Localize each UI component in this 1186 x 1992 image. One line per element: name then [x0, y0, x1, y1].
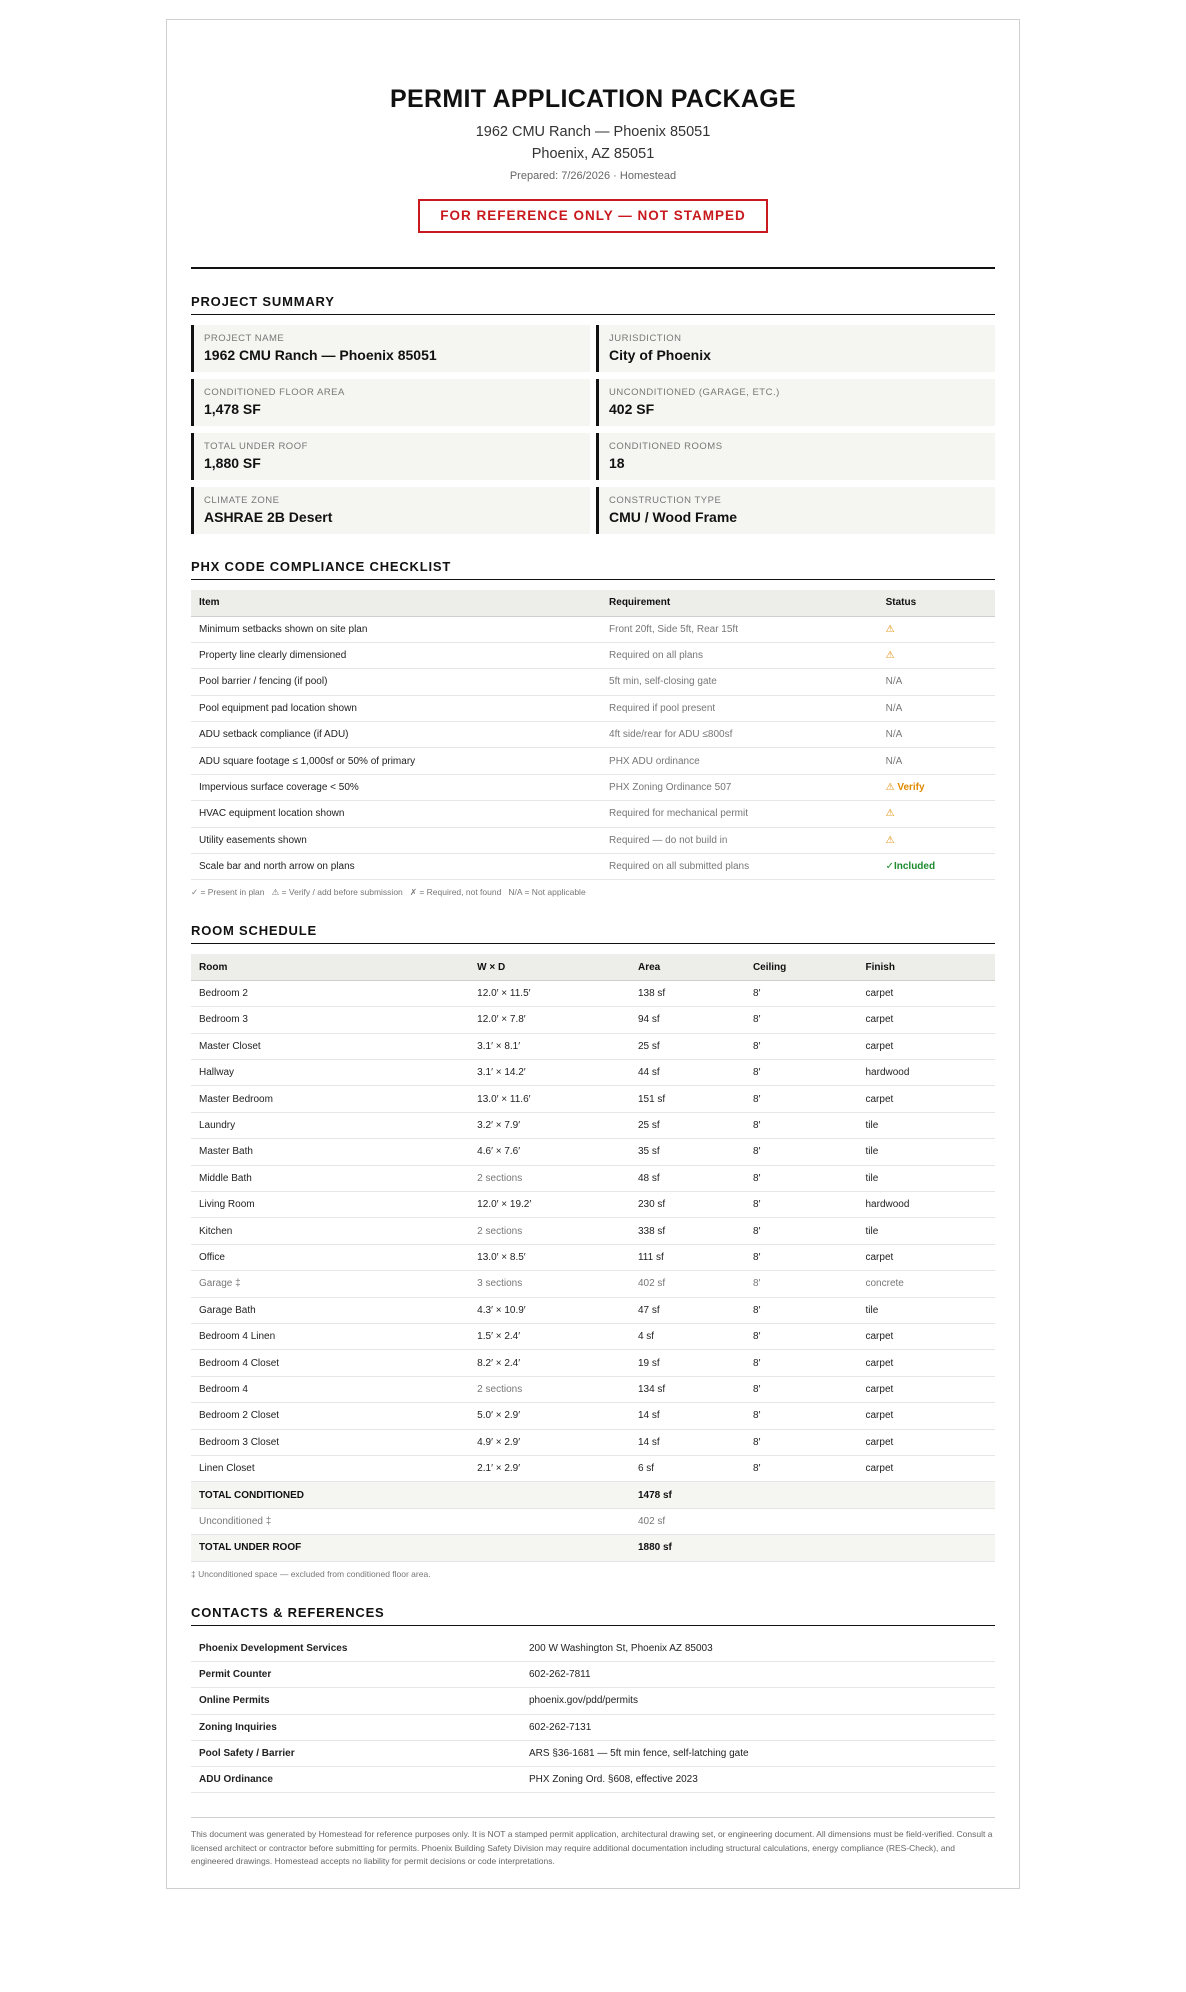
room-area: 25 sf — [630, 1112, 745, 1138]
project-summary-grid — [191, 325, 995, 534]
checklist-requirement: Required on all plans — [601, 642, 878, 668]
checklist-requirement: Required — do not build in — [601, 827, 878, 853]
disclaimer-text: This document was generated by Homestead for reference purposes only. It is NOT a stamped permit application, architectural drawing set, or engineering document. All dimensions must be field-verified. Consult a licensed architect or contractor before submitting for permits. Phoenix Building Safety Division may require additional documentation including structural calculations, energy compliance (RES-Check), and engineered drawings. Homestead accepts no liability for permit decisions or code interpretations. — [191, 1817, 995, 1869]
room-name: Kitchen — [191, 1218, 469, 1244]
checklist-row — [191, 616, 995, 642]
checklist-item: HVAC equipment location shown — [191, 801, 601, 827]
room-ceiling: 8′ — [745, 1165, 858, 1191]
reference-only-stamp: FOR REFERENCE ONLY — NOT STAMPED — [418, 199, 768, 233]
column-header-finish: Finish — [857, 954, 995, 980]
room-finish: carpet — [857, 1086, 995, 1112]
room-row — [191, 1139, 995, 1165]
room-dimensions: 5.0′ × 2.9′ — [469, 1403, 630, 1429]
room-ceiling: 8′ — [745, 980, 858, 1006]
summary-cell-value: 1,880 SF — [204, 455, 261, 471]
room-area: 19 sf — [630, 1350, 745, 1376]
checklist-status-badge: ⚠ Verify — [878, 774, 995, 800]
room-dimensions: 4.6′ × 7.6′ — [469, 1139, 630, 1165]
unconditioned-row — [191, 1508, 995, 1534]
room-name: Bedroom 4 Closet — [191, 1350, 469, 1376]
total-conditioned-row — [191, 1482, 995, 1508]
column-header-area: Area — [630, 954, 745, 980]
room-area: 6 sf — [630, 1455, 745, 1481]
checklist-status-badge: ✓Included — [878, 854, 995, 880]
summary-cell-value: ASHRAE 2B Desert — [204, 509, 333, 525]
checklist-status-badge: N/A — [878, 669, 995, 695]
room-row — [191, 1455, 995, 1481]
summary-cell — [191, 433, 590, 480]
project-address-line1: 1962 CMU Ranch — Phoenix 85051 — [475, 124, 711, 140]
room-area: 4 sf — [630, 1323, 745, 1349]
checklist-requirement: 4ft side/rear for ADU ≤800sf — [601, 722, 878, 748]
checklist-requirement: Required on all submitted plans — [601, 854, 878, 880]
summary-cell — [191, 325, 590, 372]
room-dimensions: 8.2′ × 2.4′ — [469, 1350, 630, 1376]
room-dimensions: 12.0′ × 11.5′ — [469, 980, 630, 1006]
contact-row — [191, 1688, 995, 1714]
room-area: 25 sf — [630, 1033, 745, 1059]
checklist-item: Pool barrier / fencing (if pool) — [191, 669, 601, 695]
total-under-roof-label: TOTAL UNDER ROOF — [191, 1535, 469, 1561]
summary-cell — [191, 487, 590, 534]
checklist-row — [191, 695, 995, 721]
checklist-requirement: PHX Zoning Ordinance 507 — [601, 774, 878, 800]
room-name: Bedroom 3 — [191, 1007, 469, 1033]
room-area: 44 sf — [630, 1060, 745, 1086]
room-finish: carpet — [857, 1350, 995, 1376]
room-area: 14 sf — [630, 1403, 745, 1429]
column-header-status: Status — [878, 590, 995, 616]
prepared-date: Prepared: 7/26/2026 · Homestead — [509, 170, 677, 182]
checklist-row — [191, 669, 995, 695]
room-finish: carpet — [857, 1376, 995, 1402]
summary-cell-value: 1,478 SF — [204, 401, 261, 417]
summary-cell — [191, 379, 590, 426]
checklist-status-badge: N/A — [878, 748, 995, 774]
checklist-item: Utility easements shown — [191, 827, 601, 853]
room-row — [191, 1165, 995, 1191]
header-divider — [191, 267, 995, 269]
total-under-roof-row — [191, 1535, 995, 1561]
contact-name: Phoenix Development Services — [191, 1636, 521, 1662]
room-row — [191, 1429, 995, 1455]
room-finish: carpet — [857, 1323, 995, 1349]
room-dimensions: 13.0′ × 8.5′ — [469, 1244, 630, 1270]
summary-cell-label: CONSTRUCTION TYPE — [609, 495, 722, 506]
summary-cell — [596, 325, 995, 372]
room-ceiling: 8′ — [745, 1112, 858, 1138]
contact-detail: phoenix.gov/pdd/permits — [521, 1688, 995, 1714]
unconditioned-footnote: ‡ Unconditioned space — excluded from conditioned floor area. — [191, 1568, 431, 1579]
room-schedule-heading: ROOM SCHEDULE — [191, 923, 995, 944]
checklist-status-badge: ⚠ — [878, 616, 995, 642]
room-ceiling: 8′ — [745, 1271, 858, 1297]
room-ceiling: 8′ — [745, 1455, 858, 1481]
room-name: Master Closet — [191, 1033, 469, 1059]
room-row — [191, 1244, 995, 1270]
room-name: Laundry — [191, 1112, 469, 1138]
room-area: 48 sf — [630, 1165, 745, 1191]
summary-cell-value: City of Phoenix — [609, 347, 711, 363]
checklist-row — [191, 801, 995, 827]
checklist-status-badge: N/A — [878, 695, 995, 721]
column-header-requirement: Requirement — [601, 590, 878, 616]
room-area: 47 sf — [630, 1297, 745, 1323]
room-row — [191, 1060, 995, 1086]
project-summary-heading: PROJECT SUMMARY — [191, 294, 995, 315]
room-row — [191, 1218, 995, 1244]
room-name: Garage Bath — [191, 1297, 469, 1323]
contact-row — [191, 1766, 995, 1792]
room-name: Master Bath — [191, 1139, 469, 1165]
room-ceiling: 8′ — [745, 1376, 858, 1402]
summary-cell-label: CLIMATE ZONE — [204, 495, 280, 506]
checklist-item: Pool equipment pad location shown — [191, 695, 601, 721]
room-row — [191, 1007, 995, 1033]
contact-row — [191, 1662, 995, 1688]
contact-name: Permit Counter — [191, 1662, 521, 1688]
contact-row — [191, 1636, 995, 1662]
room-finish: carpet — [857, 980, 995, 1006]
checklist-requirement: Required for mechanical permit — [601, 801, 878, 827]
room-finish: tile — [857, 1139, 995, 1165]
room-ceiling: 8′ — [745, 1007, 858, 1033]
room-finish: tile — [857, 1112, 995, 1138]
column-header-room: Room — [191, 954, 469, 980]
column-header-item: Item — [191, 590, 601, 616]
room-dimensions: 2 sections — [469, 1376, 630, 1402]
room-finish: concrete — [857, 1271, 995, 1297]
compliance-checklist-heading: PHX CODE COMPLIANCE CHECKLIST — [191, 559, 995, 580]
room-finish: carpet — [857, 1033, 995, 1059]
checklist-row — [191, 774, 995, 800]
room-row — [191, 1376, 995, 1402]
room-name: Garage ‡ — [191, 1271, 469, 1297]
checklist-row — [191, 827, 995, 853]
checklist-item: Scale bar and north arrow on plans — [191, 854, 601, 880]
room-name: Bedroom 3 Closet — [191, 1429, 469, 1455]
room-name: Bedroom 2 — [191, 980, 469, 1006]
room-row — [191, 1086, 995, 1112]
room-dimensions: 1.5′ × 2.4′ — [469, 1323, 630, 1349]
room-dimensions: 3.2′ × 7.9′ — [469, 1112, 630, 1138]
room-ceiling: 8′ — [745, 1244, 858, 1270]
room-row — [191, 1403, 995, 1429]
room-dimensions: 12.0′ × 7.8′ — [469, 1007, 630, 1033]
contact-detail: 602-262-7811 — [521, 1662, 995, 1688]
contact-detail: 602-262-7131 — [521, 1714, 995, 1740]
table-header-row — [191, 954, 995, 980]
room-name: Master Bedroom — [191, 1086, 469, 1112]
summary-cell — [596, 379, 995, 426]
unconditioned-value: 402 sf — [630, 1508, 745, 1534]
checklist-row — [191, 642, 995, 668]
room-row — [191, 1350, 995, 1376]
checklist-row — [191, 748, 995, 774]
summary-cell — [596, 433, 995, 480]
room-row — [191, 1323, 995, 1349]
room-ceiling: 8′ — [745, 1060, 858, 1086]
room-row — [191, 1192, 995, 1218]
room-name: Middle Bath — [191, 1165, 469, 1191]
room-dimensions: 3 sections — [469, 1271, 630, 1297]
room-ceiling: 8′ — [745, 1192, 858, 1218]
room-name: Linen Closet — [191, 1455, 469, 1481]
checklist-item: ADU setback compliance (if ADU) — [191, 722, 601, 748]
room-ceiling: 8′ — [745, 1086, 858, 1112]
room-schedule-table — [191, 954, 995, 1561]
room-dimensions: 4.9′ × 2.9′ — [469, 1429, 630, 1455]
column-header-ceiling: Ceiling — [745, 954, 858, 980]
room-ceiling: 8′ — [745, 1297, 858, 1323]
room-ceiling: 8′ — [745, 1403, 858, 1429]
checklist-status-badge: N/A — [878, 722, 995, 748]
checklist-status-badge: ⚠ — [878, 642, 995, 668]
checklist-row — [191, 854, 995, 880]
room-finish: carpet — [857, 1429, 995, 1455]
room-ceiling: 8′ — [745, 1323, 858, 1349]
room-row — [191, 980, 995, 1006]
checklist-item: Minimum setbacks shown on site plan — [191, 616, 601, 642]
room-dimensions: 13.0′ × 11.6′ — [469, 1086, 630, 1112]
room-area: 94 sf — [630, 1007, 745, 1033]
room-area: 134 sf — [630, 1376, 745, 1402]
room-finish: carpet — [857, 1403, 995, 1429]
room-dimensions: 2 sections — [469, 1218, 630, 1244]
checklist-item: ADU square footage ≤ 1,000sf or 50% of primary — [191, 748, 601, 774]
checklist-item: Property line clearly dimensioned — [191, 642, 601, 668]
summary-cell-label: PROJECT NAME — [204, 333, 285, 344]
room-finish: tile — [857, 1165, 995, 1191]
contact-detail: PHX Zoning Ord. §608, effective 2023 — [521, 1766, 995, 1792]
project-address-line2: Phoenix, AZ 85051 — [531, 146, 655, 162]
room-finish: tile — [857, 1297, 995, 1323]
contacts-heading: CONTACTS & REFERENCES — [191, 1605, 995, 1626]
room-row — [191, 1297, 995, 1323]
room-finish: hardwood — [857, 1192, 995, 1218]
room-dimensions: 2.1′ × 2.9′ — [469, 1455, 630, 1481]
contact-name: Zoning Inquiries — [191, 1714, 521, 1740]
room-ceiling: 8′ — [745, 1139, 858, 1165]
contact-name: ADU Ordinance — [191, 1766, 521, 1792]
summary-cell-value: 1962 CMU Ranch — Phoenix 85051 — [204, 347, 437, 363]
total-conditioned-label: TOTAL CONDITIONED — [191, 1482, 469, 1508]
checklist-requirement: Front 20ft, Side 5ft, Rear 15ft — [601, 616, 878, 642]
summary-cell-label: CONDITIONED ROOMS — [609, 441, 723, 452]
room-name: Bedroom 4 Linen — [191, 1323, 469, 1349]
room-row — [191, 1033, 995, 1059]
room-area: 138 sf — [630, 980, 745, 1006]
room-finish: tile — [857, 1218, 995, 1244]
summary-cell-value: 402 SF — [609, 401, 655, 417]
room-finish: carpet — [857, 1007, 995, 1033]
checklist-requirement: Required if pool present — [601, 695, 878, 721]
summary-cell-label: CONDITIONED FLOOR AREA — [204, 387, 345, 398]
room-area: 151 sf — [630, 1086, 745, 1112]
summary-cell-label: JURISDICTION — [609, 333, 682, 344]
room-finish: carpet — [857, 1244, 995, 1270]
room-ceiling: 8′ — [745, 1218, 858, 1244]
room-dimensions: 4.3′ × 10.9′ — [469, 1297, 630, 1323]
checklist-requirement: 5ft min, self-closing gate — [601, 669, 878, 695]
checklist-requirement: PHX ADU ordinance — [601, 748, 878, 774]
room-name: Bedroom 2 Closet — [191, 1403, 469, 1429]
contact-row — [191, 1714, 995, 1740]
room-area: 111 sf — [630, 1244, 745, 1270]
room-dimensions: 3.1′ × 14.2′ — [469, 1060, 630, 1086]
room-ceiling: 8′ — [745, 1033, 858, 1059]
room-row — [191, 1271, 995, 1297]
room-ceiling: 8′ — [745, 1350, 858, 1376]
contact-detail: 200 W Washington St, Phoenix AZ 85003 — [521, 1636, 995, 1662]
checklist-item: Impervious surface coverage < 50% — [191, 774, 601, 800]
room-area: 35 sf — [630, 1139, 745, 1165]
room-finish: hardwood — [857, 1060, 995, 1086]
summary-cell-value: 18 — [609, 455, 625, 471]
checklist-status-badge: ⚠ — [878, 827, 995, 853]
room-area: 230 sf — [630, 1192, 745, 1218]
column-header-dimensions: W × D — [469, 954, 630, 980]
unconditioned-label: Unconditioned ‡ — [191, 1508, 469, 1534]
permit-document — [166, 19, 1020, 1889]
total-conditioned-value: 1478 sf — [630, 1482, 745, 1508]
checklist-status-badge: ⚠ — [878, 801, 995, 827]
contact-detail: ARS §36-1681 — 5ft min fence, self-latching gate — [521, 1740, 995, 1766]
contact-name: Pool Safety / Barrier — [191, 1740, 521, 1766]
room-name: Hallway — [191, 1060, 469, 1086]
room-dimensions: 12.0′ × 19.2′ — [469, 1192, 630, 1218]
contact-row — [191, 1740, 995, 1766]
room-name: Bedroom 4 — [191, 1376, 469, 1402]
room-name: Office — [191, 1244, 469, 1270]
table-header-row — [191, 590, 995, 616]
room-finish: carpet — [857, 1455, 995, 1481]
summary-cell-value: CMU / Wood Frame — [609, 509, 738, 525]
document-title: PERMIT APPLICATION PACKAGE — [390, 85, 796, 113]
room-row — [191, 1112, 995, 1138]
room-dimensions: 2 sections — [469, 1165, 630, 1191]
document-header — [191, 84, 995, 233]
room-ceiling: 8′ — [745, 1429, 858, 1455]
summary-cell-label: UNCONDITIONED (GARAGE, ETC.) — [609, 387, 780, 398]
room-area: 14 sf — [630, 1429, 745, 1455]
room-area: 402 sf — [630, 1271, 745, 1297]
checklist-row — [191, 722, 995, 748]
room-area: 338 sf — [630, 1218, 745, 1244]
contacts-table — [191, 1636, 995, 1794]
room-name: Living Room — [191, 1192, 469, 1218]
summary-cell — [596, 487, 995, 534]
total-under-roof-value: 1880 sf — [630, 1535, 745, 1561]
contact-name: Online Permits — [191, 1688, 521, 1714]
compliance-checklist-table — [191, 590, 995, 880]
checklist-legend: ✓ = Present in plan ⚠ = Verify / add before submission ✗ = Required, not found N/A = Not applicable — [191, 887, 586, 898]
room-dimensions: 3.1′ × 8.1′ — [469, 1033, 630, 1059]
summary-cell-label: TOTAL UNDER ROOF — [204, 441, 308, 452]
